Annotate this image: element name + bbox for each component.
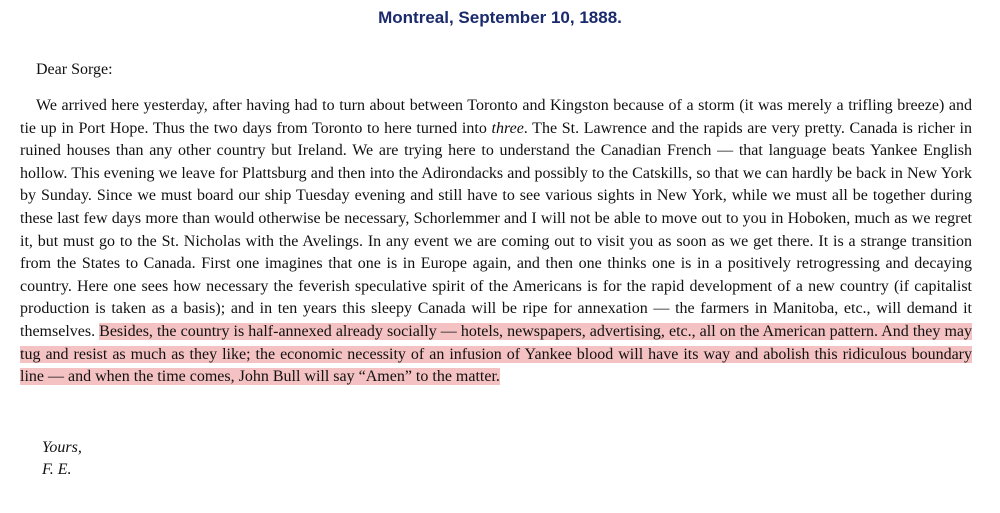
letter-body	[20, 95, 972, 389]
signature: F. E.	[42, 461, 72, 478]
emphasis-three: three	[491, 119, 524, 137]
closing-yours: Yours,	[42, 439, 82, 456]
highlighted-passage: Besides, the country is half-annexed already socially — hotels, newspapers, advertising, etc., all on the American pattern. And they may tug and resist as much as they like; the economic necessity of an infusion of Yankee blood will have its way and abolish this ridiculous boundary line — and when the time comes, John Bull will say “Amen” to the matter.	[20, 322, 972, 386]
body-text-part-1: We arrived here yesterday, after having had to turn about between Toronto and Kingston because of a storm (it was merely a trifling breeze) and tie up in Port Hope. Thus the two days from Toronto to here turned into	[20, 97, 972, 137]
salutation: Dear Sorge:	[36, 61, 113, 78]
closing-block	[42, 437, 82, 481]
body-text-part-2: . The St. Lawrence and the rapids are very pretty. Canada is richer in ruined houses than any other country but Ireland. We are trying here to understand the Canadian French — that language beats Yankee English hollow. This evening we leave for Plattsburg and then into the Adirondacks and possibly to the Catskills, so that we can hardly be back in New York by Sunday. Since we must board our ship Tuesday evening and still have to see various sights in New York, while we must all be together during these last few days more than would otherwise be necessary, Schorlemmer and I will not be able to move out to you in Hoboken, much as we regret it, but must go to the St. Nicholas with the Avelings. In any event we are coming out to visit you as soon as we get there. It is a strange transition from the States to Canada. First one imagines that one is in Europe again, and then one thinks one is in a positively retrogressing and decaying country. Here one sees how necessary the feverish speculative spirit of the Americans is for the rapid development of a new country (if capitalist production is taken as a basis); and in ten years this sleepy Canada will be ripe for annexation — the farmers in Manitoba, etc., will demand it themselves.	[20, 119, 972, 340]
letter-heading: Montreal, September 10, 1888.	[378, 8, 622, 27]
